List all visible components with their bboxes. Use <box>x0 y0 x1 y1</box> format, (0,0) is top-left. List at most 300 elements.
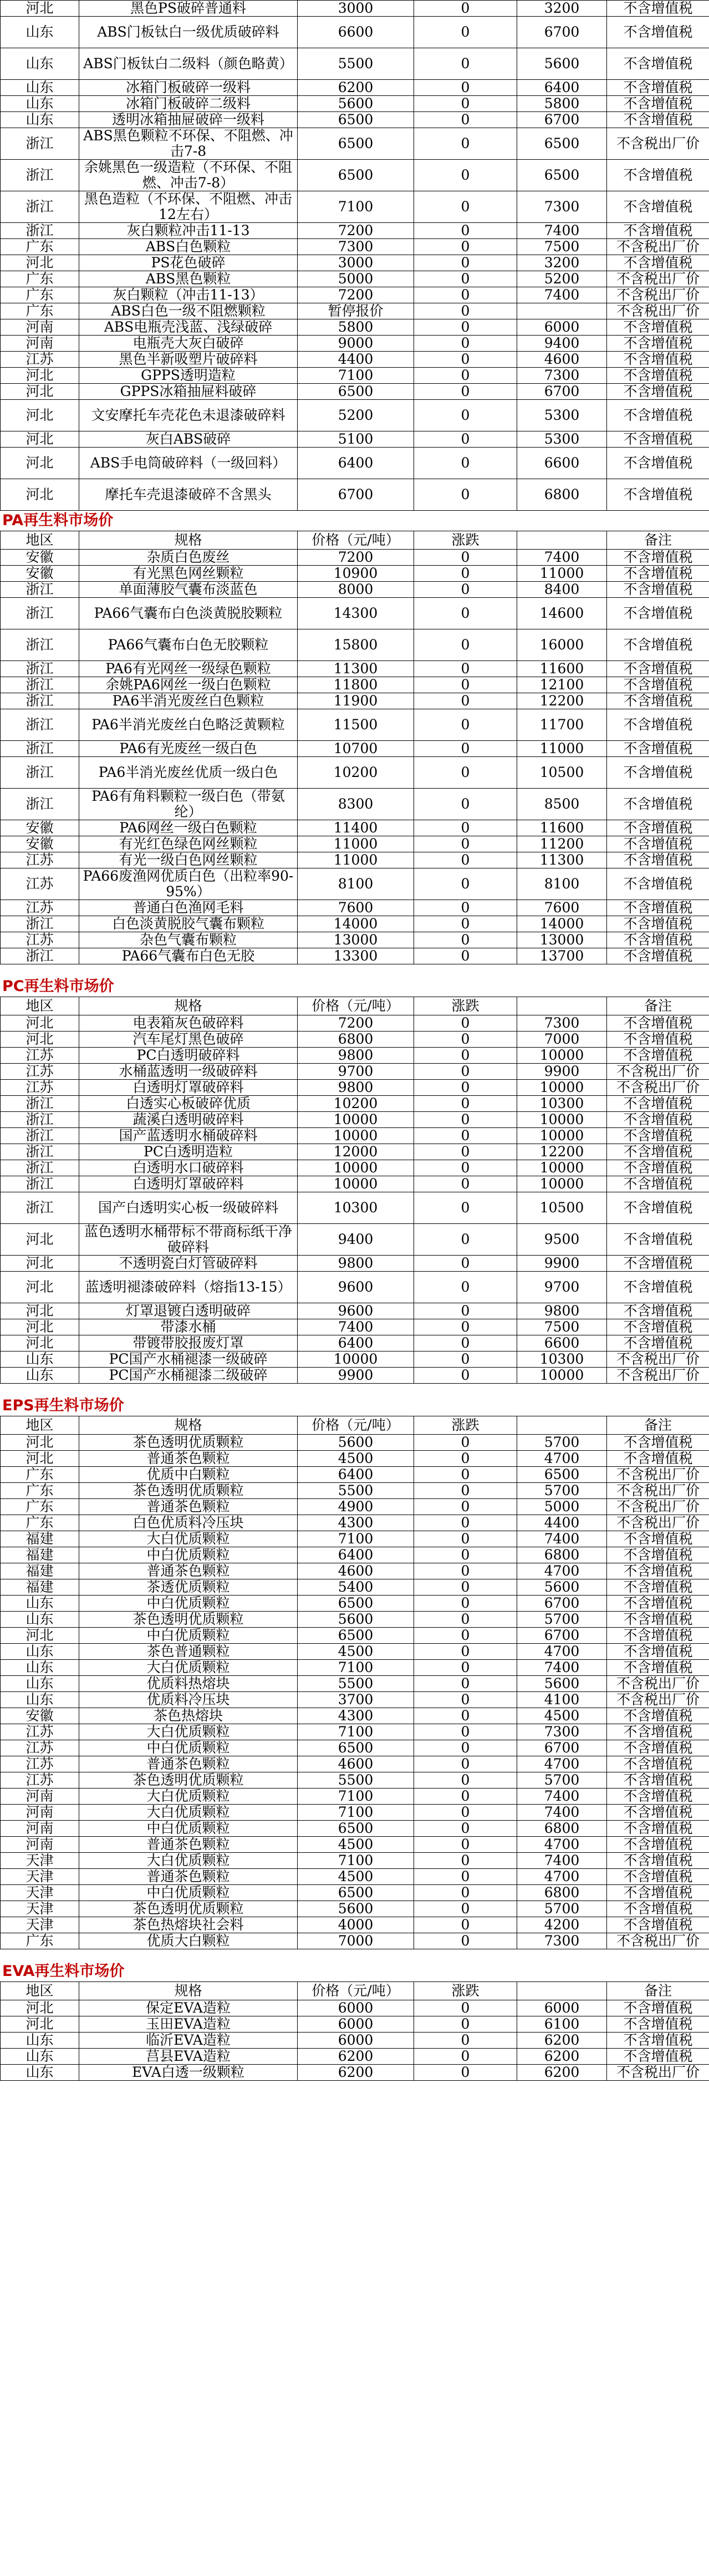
region-cell: 江苏 <box>1 1756 79 1772</box>
table-row <box>1 96 709 112</box>
table-row <box>1 191 709 223</box>
region-cell: 河北 <box>1 448 79 479</box>
note-cell: 不含增值税 <box>607 1901 709 1917</box>
region-cell: 山东 <box>1 48 79 80</box>
price-cell: 6500 <box>298 160 414 191</box>
table-row <box>1 431 709 448</box>
table-row <box>1 2065 709 2081</box>
price-high-cell: 9400 <box>517 336 607 352</box>
price-high-cell: 7500 <box>517 239 607 255</box>
note-cell: 不含增值税 <box>607 352 709 368</box>
change-cell: 0 <box>414 1483 517 1499</box>
change-cell: 0 <box>414 1467 517 1483</box>
spec-cell: 国产白透明实心板一级破碎料 <box>79 1192 298 1224</box>
price-high-cell: 4700 <box>517 1837 607 1853</box>
price-high-cell: 6800 <box>517 1821 607 1837</box>
region-cell: 山东 <box>1 1612 79 1628</box>
spec-cell: 茶色透明优质颗粒 <box>79 1612 298 1628</box>
note-cell: 不含增值税 <box>607 1740 709 1756</box>
price-cell: 6200 <box>298 2049 414 2065</box>
note-cell: 不含增值税 <box>607 479 709 511</box>
note-cell: 不含增值税 <box>607 1531 709 1547</box>
price-cell: 4600 <box>298 1756 414 1772</box>
price-high-cell: 6700 <box>517 384 607 400</box>
price-high-cell: 16000 <box>517 629 607 661</box>
region-cell: 河北 <box>1 1272 79 1303</box>
price-high-cell: 6800 <box>517 479 607 511</box>
price-high-cell: 4700 <box>517 1563 607 1579</box>
spec-cell: 灰白颗粒冲击11-13 <box>79 223 298 239</box>
price-cell: 7100 <box>298 1853 414 1869</box>
change-header: 涨跌 <box>414 531 517 550</box>
spec-cell: ABS白色一级不阻燃颗粒 <box>79 303 298 319</box>
note-cell: 不含税出厂价 <box>607 287 709 303</box>
spec-cell: 茶色透明优质颗粒 <box>79 1483 298 1499</box>
region-cell: 河北 <box>1 2016 79 2033</box>
price-high-cell: 7400 <box>517 1531 607 1547</box>
region-cell: 山东 <box>1 1644 79 1660</box>
spec-cell: PA6半消光废丝白色颗粒 <box>79 693 298 709</box>
region-cell: 福建 <box>1 1563 79 1579</box>
price-cell: 5100 <box>298 431 414 448</box>
change-cell: 0 <box>414 255 517 271</box>
price-high-cell: 11600 <box>517 661 607 677</box>
table-row <box>1 319 709 336</box>
change-cell: 0 <box>414 1821 517 1837</box>
change-cell: 0 <box>414 1224 517 1256</box>
table-row <box>1 1579 709 1596</box>
note-cell: 不含增值税 <box>607 836 709 852</box>
price-header: 价格（元/吨） <box>298 1416 414 1435</box>
price-high-cell: 6500 <box>517 128 607 160</box>
price-high-cell: 10300 <box>517 1096 607 1112</box>
price-cell: 11000 <box>298 836 414 852</box>
change-cell: 0 <box>414 352 517 368</box>
spec-cell: 有光一级白色网丝颗粒 <box>79 852 298 868</box>
spec-cell: ABS电瓶壳浅蓝、浅绿破碎 <box>79 319 298 336</box>
price-high-cell <box>517 303 607 319</box>
change-cell: 0 <box>414 1256 517 1272</box>
note-cell: 不含增值税 <box>607 1048 709 1064</box>
note-cell: 不含税出厂价 <box>607 1080 709 1096</box>
table-row <box>1 352 709 368</box>
price-high-cell: 6600 <box>517 448 607 479</box>
change-cell: 0 <box>414 96 517 112</box>
note-cell: 不含增值税 <box>607 160 709 191</box>
section-spacer <box>0 1949 709 1962</box>
region-cell: 浙江 <box>1 789 79 820</box>
note-cell: 不含增值税 <box>607 1772 709 1789</box>
note-cell: 不含增值税 <box>607 1256 709 1272</box>
note-cell: 不含增值税 <box>607 1837 709 1853</box>
price-high-header <box>517 997 607 1015</box>
price-header: 价格（元/吨） <box>298 531 414 550</box>
price-cell: 7100 <box>298 1789 414 1805</box>
spec-cell: 杂质白色废丝 <box>79 550 298 566</box>
price-cell: 8000 <box>298 582 414 598</box>
spec-cell: 带漆水桶 <box>79 1319 298 1335</box>
change-cell: 0 <box>414 836 517 852</box>
table-row <box>1 598 709 629</box>
note-cell: 不含增值税 <box>607 2049 709 2065</box>
region-cell: 浙江 <box>1 1192 79 1224</box>
region-cell: 浙江 <box>1 677 79 693</box>
price-high-cell: 4500 <box>517 1708 607 1724</box>
table-row <box>1 1515 709 1531</box>
table-row <box>1 400 709 431</box>
spec-cell: 单面薄胶气囊布淡蓝色 <box>79 582 298 598</box>
note-cell: 不含增值税 <box>607 1435 709 1451</box>
price-cell: 4500 <box>298 1451 414 1467</box>
note-cell: 不含增值税 <box>607 661 709 677</box>
price-cell: 6400 <box>298 1467 414 1483</box>
spec-cell: ABS门板钛白二级料（颜色略黄） <box>79 48 298 80</box>
spec-cell: PC白透明造粒 <box>79 1144 298 1160</box>
price-cell: 7200 <box>298 1015 414 1032</box>
table-row <box>1 1319 709 1335</box>
table-row <box>1 1708 709 1724</box>
region-cell: 江苏 <box>1 900 79 916</box>
price-cell: 6000 <box>298 2000 414 2016</box>
note-cell: 不含增值税 <box>607 48 709 80</box>
note-header: 备注 <box>607 531 709 550</box>
price-high-cell: 5600 <box>517 1676 607 1692</box>
region-cell: 河北 <box>1 368 79 384</box>
table-row <box>1 852 709 868</box>
price-cell: 5500 <box>298 48 414 80</box>
region-cell: 浙江 <box>1 1096 79 1112</box>
spec-cell: 黑色半新吸塑片破碎料 <box>79 352 298 368</box>
spec-cell: PS花色破碎 <box>79 255 298 271</box>
price-high-header <box>517 531 607 550</box>
spec-cell: PA6有光废丝一级白色 <box>79 741 298 757</box>
spec-cell: 中白优质颗粒 <box>79 1821 298 1837</box>
region-cell: 安徽 <box>1 820 79 836</box>
change-cell: 0 <box>414 1319 517 1335</box>
price-high-header <box>517 1982 607 2000</box>
table-header-row <box>1 997 709 1015</box>
spec-cell: 茶色透明优质颗粒 <box>79 1901 298 1917</box>
spec-cell: EVA白透一级颗粒 <box>79 2065 298 2081</box>
price-cell: 4500 <box>298 1837 414 1853</box>
region-cell: 河北 <box>1 1256 79 1272</box>
price-cell: 6500 <box>298 128 414 160</box>
change-cell: 0 <box>414 661 517 677</box>
price-cell: 7600 <box>298 900 414 916</box>
region-cell: 安徽 <box>1 836 79 852</box>
price-cell: 8300 <box>298 789 414 820</box>
note-header: 备注 <box>607 1982 709 2000</box>
note-cell: 不含增值税 <box>607 2000 709 2016</box>
region-cell: 山东 <box>1 112 79 128</box>
change-cell: 0 <box>414 1837 517 1853</box>
region-cell: 浙江 <box>1 1160 79 1176</box>
price-high-cell: 6600 <box>517 1335 607 1351</box>
price-cell: 13300 <box>298 948 414 964</box>
table-row <box>1 1335 709 1351</box>
price-high-cell: 6700 <box>517 1740 607 1756</box>
region-cell: 河北 <box>1 479 79 511</box>
change-cell: 0 <box>414 239 517 255</box>
note-cell: 不含增值税 <box>607 223 709 239</box>
change-cell: 0 <box>414 2033 517 2049</box>
table-row <box>1 1789 709 1805</box>
table-row <box>1 1096 709 1112</box>
price-cell: 14300 <box>298 598 414 629</box>
note-cell: 不含增值税 <box>607 932 709 948</box>
change-cell: 0 <box>414 384 517 400</box>
region-cell: 浙江 <box>1 709 79 741</box>
table-row <box>1 336 709 352</box>
spec-cell: 白透明水口破碎料 <box>79 1160 298 1176</box>
change-cell: 0 <box>414 1901 517 1917</box>
table-row <box>1 1224 709 1256</box>
price-cell: 5600 <box>298 1901 414 1917</box>
table-row <box>1 271 709 287</box>
table-row <box>1 384 709 400</box>
table-row <box>1 2049 709 2065</box>
change-cell: 0 <box>414 1272 517 1303</box>
region-cell: 浙江 <box>1 598 79 629</box>
change-cell: 0 <box>414 1160 517 1176</box>
price-high-cell: 7400 <box>517 1789 607 1805</box>
price-cell: 暂停报价 <box>298 303 414 319</box>
table-row <box>1 2033 709 2049</box>
change-cell: 0 <box>414 1612 517 1628</box>
change-cell: 0 <box>414 900 517 916</box>
table-row <box>1 223 709 239</box>
table-row <box>1 789 709 820</box>
spec-cell: PC白透明破碎料 <box>79 1048 298 1064</box>
price-high-cell: 10000 <box>517 1128 607 1144</box>
price-high-cell: 10500 <box>517 757 607 789</box>
price-high-cell: 9900 <box>517 1064 607 1080</box>
change-cell: 0 <box>414 1515 517 1531</box>
table-row <box>1 303 709 319</box>
price-high-cell: 4600 <box>517 352 607 368</box>
price-high-cell: 6700 <box>517 112 607 128</box>
region-cell: 河北 <box>1 1435 79 1451</box>
note-cell: 不含增值税 <box>607 852 709 868</box>
note-cell: 不含增值税 <box>607 448 709 479</box>
note-header: 备注 <box>607 1416 709 1435</box>
spec-cell: PA66气囊布白色无胶颗粒 <box>79 629 298 661</box>
spec-cell: 保定EVA造粒 <box>79 2000 298 2016</box>
note-cell: 不含增值税 <box>607 1596 709 1612</box>
spec-cell: 临沂EVA造粒 <box>79 2033 298 2049</box>
spec-header: 规格 <box>79 997 298 1015</box>
price-high-cell: 5300 <box>517 400 607 431</box>
price-cell: 5600 <box>298 1435 414 1451</box>
region-cell: 山东 <box>1 1676 79 1692</box>
note-cell: 不含增值税 <box>607 916 709 932</box>
spec-cell: 大白优质颗粒 <box>79 1789 298 1805</box>
spec-cell: PC国产水桶褪漆一级破碎 <box>79 1351 298 1368</box>
region-cell: 浙江 <box>1 629 79 661</box>
price-high-cell: 6700 <box>517 1628 607 1644</box>
change-cell: 0 <box>414 1547 517 1563</box>
change-cell: 0 <box>414 1917 517 1933</box>
price-high-cell: 8100 <box>517 868 607 900</box>
note-cell: 不含税出厂价 <box>607 1692 709 1708</box>
spec-cell: 白透明灯罩破碎料 <box>79 1080 298 1096</box>
price-high-cell: 13000 <box>517 932 607 948</box>
table-row <box>1 1256 709 1272</box>
region-cell: 天津 <box>1 1853 79 1869</box>
table-header-row <box>1 1416 709 1435</box>
table-row <box>1 1015 709 1032</box>
price-cell: 11300 <box>298 661 414 677</box>
change-cell: 0 <box>414 48 517 80</box>
note-cell: 不含增值税 <box>607 1192 709 1224</box>
region-cell: 山东 <box>1 2065 79 2081</box>
price-high-cell: 7000 <box>517 1032 607 1048</box>
region-cell: 天津 <box>1 1917 79 1933</box>
table-row <box>1 160 709 191</box>
change-cell: 0 <box>414 1 517 17</box>
table-row <box>1 1368 709 1384</box>
note-cell: 不含增值税 <box>607 757 709 789</box>
change-cell: 0 <box>414 1176 517 1192</box>
price-cell: 9600 <box>298 1303 414 1319</box>
region-cell: 河北 <box>1 1335 79 1351</box>
table-row <box>1 1064 709 1080</box>
spec-cell: 普通白色渔网毛料 <box>79 900 298 916</box>
price-high-cell: 4100 <box>517 1692 607 1708</box>
price-cell: 6400 <box>298 1547 414 1563</box>
region-cell: 河北 <box>1 2000 79 2016</box>
price-cell: 10000 <box>298 1128 414 1144</box>
table-row <box>1 1756 709 1772</box>
change-cell: 0 <box>414 1435 517 1451</box>
spec-cell: 玉田EVA造粒 <box>79 2016 298 2033</box>
price-high-cell: 5700 <box>517 1612 607 1628</box>
table-row <box>1 1596 709 1612</box>
note-cell: 不含增值税 <box>607 2033 709 2049</box>
price-cell: 11400 <box>298 820 414 836</box>
table-header-row <box>1 1982 709 2000</box>
note-cell: 不含增值税 <box>607 1176 709 1192</box>
table-row <box>1 112 709 128</box>
change-cell: 0 <box>414 1563 517 1579</box>
price-cell: 4600 <box>298 1563 414 1579</box>
price-cell: 12000 <box>298 1144 414 1160</box>
note-cell: 不含增值税 <box>607 1885 709 1901</box>
price-high-cell: 7300 <box>517 1724 607 1740</box>
change-cell: 0 <box>414 709 517 741</box>
change-cell: 0 <box>414 1772 517 1789</box>
price-cell: 10200 <box>298 757 414 789</box>
note-cell: 不含增值税 <box>607 1319 709 1335</box>
note-cell: 不含税出厂价 <box>607 1933 709 1949</box>
table-row <box>1 1531 709 1547</box>
change-cell: 0 <box>414 1853 517 1869</box>
region-cell: 山东 <box>1 1660 79 1676</box>
price-high-cell: 7500 <box>517 1319 607 1335</box>
price-cell: 13000 <box>298 932 414 948</box>
price-high-cell: 6200 <box>517 2049 607 2065</box>
table-row <box>1 948 709 964</box>
price-table <box>0 1416 709 1949</box>
price-cell: 10000 <box>298 1160 414 1176</box>
spec-cell: 茶透优质颗粒 <box>79 1579 298 1596</box>
change-cell: 0 <box>414 368 517 384</box>
change-cell: 0 <box>414 1756 517 1772</box>
note-cell: 不含增值税 <box>607 255 709 271</box>
region-cell: 山东 <box>1 2033 79 2049</box>
region-cell: 江苏 <box>1 852 79 868</box>
price-cell: 5800 <box>298 319 414 336</box>
price-high-cell: 12200 <box>517 693 607 709</box>
change-cell: 0 <box>414 948 517 964</box>
region-cell: 河南 <box>1 1837 79 1853</box>
region-cell: 浙江 <box>1 693 79 709</box>
region-cell: 浙江 <box>1 191 79 223</box>
price-cell: 8100 <box>298 868 414 900</box>
spec-cell: PA6半消光废丝白色略泛黄颗粒 <box>79 709 298 741</box>
change-cell: 0 <box>414 1499 517 1515</box>
note-cell: 不含增值税 <box>607 336 709 352</box>
price-high-cell: 6700 <box>517 17 607 48</box>
price-high-cell: 7400 <box>517 1853 607 1869</box>
note-header: 备注 <box>607 997 709 1015</box>
change-cell: 0 <box>414 2065 517 2081</box>
region-cell: 江苏 <box>1 1724 79 1740</box>
change-cell: 0 <box>414 550 517 566</box>
change-cell: 0 <box>414 1676 517 1692</box>
note-cell: 不含增值税 <box>607 1144 709 1160</box>
note-cell: 不含增值税 <box>607 1789 709 1805</box>
spec-cell: 杂色气囊布颗粒 <box>79 932 298 948</box>
change-cell: 0 <box>414 2016 517 2033</box>
spec-cell: 茶色普通颗粒 <box>79 1644 298 1660</box>
spec-cell: 大白优质颗粒 <box>79 1805 298 1821</box>
spec-cell: ABS黑色颗粒不环保、不阻燃、冲击7-8 <box>79 128 298 160</box>
price-high-cell: 10000 <box>517 1080 607 1096</box>
change-cell: 0 <box>414 1789 517 1805</box>
note-cell: 不含增值税 <box>607 384 709 400</box>
price-cell: 4900 <box>298 1499 414 1515</box>
price-high-cell: 10300 <box>517 1351 607 1368</box>
price-high-cell: 6000 <box>517 2000 607 2016</box>
price-high-cell: 3200 <box>517 1 607 17</box>
section-title: PC再生料市场价 <box>2 978 114 995</box>
spec-cell: 灰白ABS破碎 <box>79 431 298 448</box>
change-header: 涨跌 <box>414 1416 517 1435</box>
region-cell: 河北 <box>1 431 79 448</box>
change-cell: 0 <box>414 820 517 836</box>
price-high-cell: 5600 <box>517 48 607 80</box>
note-cell: 不含税出厂价 <box>607 1351 709 1368</box>
table-row <box>1 1837 709 1853</box>
table-row <box>1 1885 709 1901</box>
region-header: 地区 <box>1 997 79 1015</box>
region-cell: 安徽 <box>1 566 79 582</box>
table-row <box>1 693 709 709</box>
region-cell: 浙江 <box>1 757 79 789</box>
price-cell: 4500 <box>298 1869 414 1885</box>
table-row <box>1 1272 709 1303</box>
spec-header: 规格 <box>79 531 298 550</box>
table-row <box>1 1499 709 1515</box>
price-high-cell: 5700 <box>517 1772 607 1789</box>
price-high-cell: 10000 <box>517 1112 607 1128</box>
price-high-cell: 6000 <box>517 319 607 336</box>
region-cell: 山东 <box>1 1351 79 1368</box>
spec-cell: PC国产水桶褪漆二级破碎 <box>79 1368 298 1384</box>
price-high-cell: 10000 <box>517 1048 607 1064</box>
table-row <box>1 128 709 160</box>
